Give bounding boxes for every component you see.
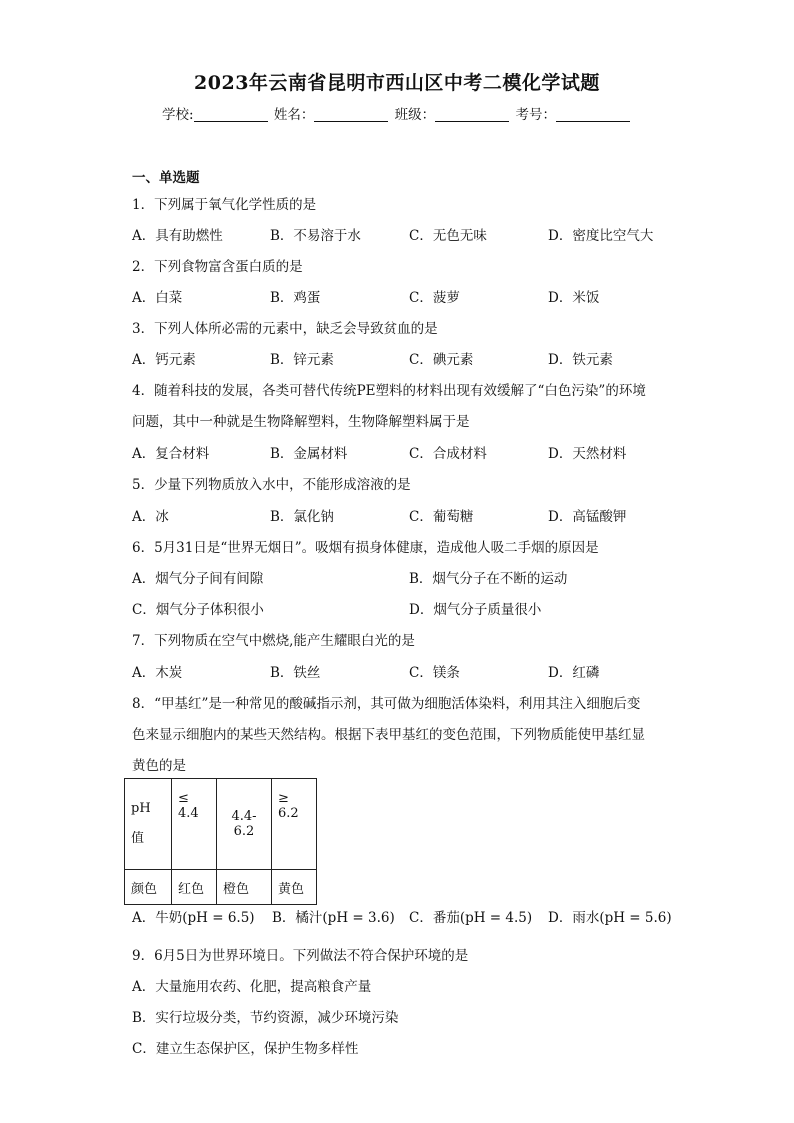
question-7-options — [132, 661, 672, 681]
question-9-option-b: B．实行垃圾分类，节约资源，减少环境污染 — [132, 1010, 399, 1026]
name-label: 姓名： — [273, 107, 315, 123]
table-cell: 红色 — [172, 870, 217, 905]
number-label: 考号： — [515, 107, 556, 123]
option-a: A．白菜 — [132, 290, 183, 306]
table-cell: 颜色 — [125, 870, 172, 905]
exam-title: 2023年云南省昆明市西山区中考二模化学试题 — [194, 72, 600, 94]
option-a: A．具有助燃性 — [132, 228, 223, 244]
option-c: C．镁条 — [409, 665, 460, 681]
option-d: D．烟气分子质量很小 — [409, 602, 542, 618]
option-d: D．铁元素 — [548, 352, 613, 368]
question-1-options — [132, 224, 672, 244]
option-b: B．锌元素 — [270, 352, 334, 368]
option-b: B．橘汁(pH = 3.6) — [272, 910, 395, 926]
school-blank — [194, 121, 268, 122]
question-6-stem: 6．5月31日是“世界无烟日”。吸烟有损身体健康，造成他人吸二手烟的原因是 — [132, 540, 599, 556]
name-blank — [314, 121, 388, 122]
class-label: 班级： — [394, 107, 436, 123]
question-9-stem: 9．6月5日为世界环境日。下列做法不符合保护环境的是 — [132, 948, 469, 964]
table-cell: 4.4-6.2 — [217, 779, 272, 870]
option-c: C．碘元素 — [409, 352, 474, 368]
question-8-stem-line-3: 黄色的是 — [132, 758, 186, 774]
option-d: D．密度比空气大 — [548, 228, 654, 244]
question-6-options-row-2 — [132, 598, 672, 618]
table-cell — [125, 779, 172, 870]
table-cell: 橙色 — [217, 870, 272, 905]
option-c: C．合成材料 — [409, 446, 487, 462]
student-info-row — [0, 103, 794, 123]
option-c: C．葡萄糖 — [409, 509, 474, 525]
question-4-stem-line-1: 4．随着科技的发展，各类可替代传统PE塑料的材料出现有效缓解了“白色污染”的环境 — [132, 383, 646, 399]
option-d: D．高锰酸钾 — [548, 509, 627, 525]
option-b: B．铁丝 — [270, 665, 321, 681]
option-c: C．无色无味 — [409, 228, 487, 244]
option-d: D．米饭 — [548, 290, 600, 306]
option-a: A．牛奶(pH = 6.5) — [132, 910, 255, 926]
option-a: A．复合材料 — [132, 446, 210, 462]
question-9-option-a: A．大量施用农药、化肥，提高粮食产量 — [132, 979, 372, 995]
question-7-stem: 7．下列物质在空气中燃烧,能产生耀眼白光的是 — [132, 633, 415, 649]
school-label: 学校: — [162, 107, 194, 123]
question-6-options-row-1 — [132, 567, 672, 587]
question-5-options — [132, 505, 672, 525]
question-9-option-c: C．建立生态保护区，保护生物多样性 — [132, 1041, 359, 1057]
option-c: C．烟气分子体积很小 — [132, 602, 264, 618]
question-3-options — [132, 348, 672, 368]
question-8-stem-line-1: 8．“甲基红”是一种常见的酸碱指示剂，其可做为细胞活体染料，利用其注入细胞后变 — [132, 696, 641, 712]
question-2-stem: 2．下列食物富含蛋白质的是 — [132, 259, 303, 275]
option-b: B．不易溶于水 — [270, 228, 361, 244]
question-8-stem-line-2: 色来显示细胞内的某些天然结构。根据下表甲基红的变色范围，下列物质能使甲基红显 — [132, 727, 645, 743]
option-a: A．钙元素 — [132, 352, 196, 368]
table-row — [125, 870, 317, 905]
table-cell: ≥ 6.2 — [272, 779, 317, 870]
option-d: D．天然材料 — [548, 446, 627, 462]
option-a: A．冰 — [132, 509, 169, 525]
option-a: A．木炭 — [132, 665, 183, 681]
question-2-options — [132, 286, 672, 306]
option-b: B．金属材料 — [270, 446, 348, 462]
table-cell: 黄色 — [272, 870, 317, 905]
value-label: 值 — [131, 831, 145, 846]
option-b: B．氯化钠 — [270, 509, 334, 525]
methyl-red-ph-table — [124, 778, 317, 905]
option-d: D．红磷 — [548, 665, 600, 681]
question-8-options — [132, 906, 672, 926]
number-blank — [556, 121, 630, 122]
question-1-stem: 1．下列属于氧气化学性质的是 — [132, 197, 317, 213]
question-4-stem-line-2: 问题，其中一种就是生物降解塑料，生物降解塑料属于是 — [132, 414, 470, 430]
option-b: B．烟气分子在不断的运动 — [409, 571, 568, 587]
option-b: B．鸡蛋 — [270, 290, 321, 306]
table-row — [125, 779, 317, 870]
ph-label: pH — [131, 801, 151, 816]
question-3-stem: 3．下列人体所必需的元素中，缺乏会导致贫血的是 — [132, 321, 438, 337]
class-blank — [435, 121, 509, 122]
question-5-stem: 5．少量下列物质放入水中，不能形成溶液的是 — [132, 477, 411, 493]
option-c: C．番茄(pH = 4.5) — [409, 910, 533, 926]
option-c: C．菠萝 — [409, 290, 460, 306]
option-d: D．雨水(pH = 5.6) — [548, 910, 672, 926]
question-4-options — [132, 442, 672, 462]
section-heading: 一、单选题 — [132, 170, 200, 186]
option-a: A．烟气分子间有间隙 — [132, 571, 264, 587]
table-cell: ≤ 4.4 — [172, 779, 217, 870]
